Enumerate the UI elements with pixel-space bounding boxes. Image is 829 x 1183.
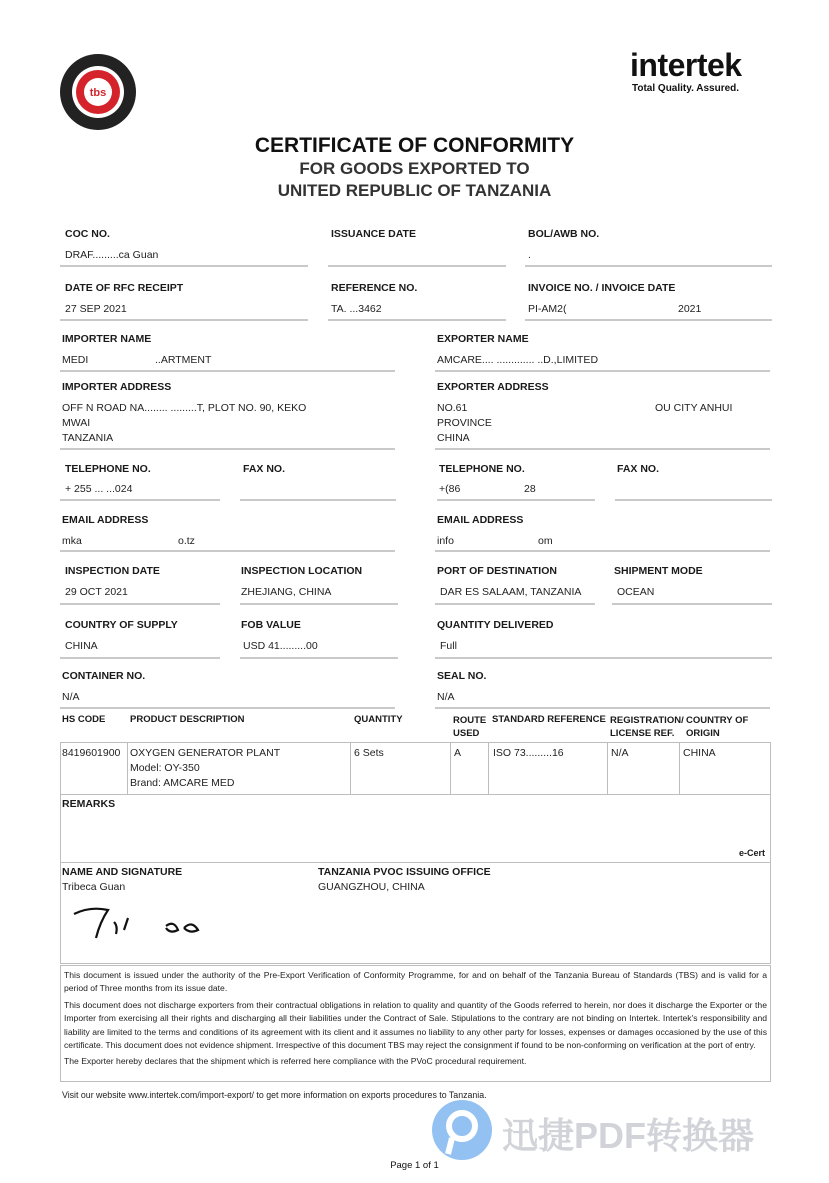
cell-hs: 8419601900 bbox=[62, 747, 121, 759]
exp-email-label: EMAIL ADDRESS bbox=[437, 514, 524, 526]
reference-value: TA. ...3462 bbox=[331, 303, 382, 315]
invoice-label: INVOICE NO. / INVOICE DATE bbox=[528, 282, 676, 294]
exp-email-value: info bbox=[437, 535, 454, 547]
th-qty: QUANTITY bbox=[354, 714, 403, 725]
exp-email-value-end: om bbox=[538, 535, 553, 547]
importer-name-value: MEDI bbox=[62, 354, 89, 366]
importer-address-line: OFF N ROAD NA........ .........T, PLOT NO. 90, KEKO bbox=[62, 402, 307, 414]
rfc-value: 27 SEP 2021 bbox=[65, 303, 127, 315]
port-label: PORT OF DESTINATION bbox=[437, 565, 557, 577]
th-reg: REGISTRATION/ LICENSE REF. bbox=[610, 715, 684, 739]
cell-desc: Model: OY-350 bbox=[130, 762, 200, 774]
cell-reg: N/A bbox=[611, 747, 629, 759]
exporter-name-label: EXPORTER NAME bbox=[437, 333, 529, 345]
th-standard: STANDARD REFERENCE bbox=[492, 714, 606, 725]
fob-value: USD 41.........00 bbox=[243, 640, 318, 652]
importer-name-label: IMPORTER NAME bbox=[62, 333, 152, 345]
exporter-address-label: EXPORTER ADDRESS bbox=[437, 381, 549, 393]
cell-desc: OXYGEN GENERATOR PLANT bbox=[130, 747, 281, 759]
imp-tel-value: + 255 ... ...024 bbox=[65, 483, 133, 495]
intertek-logo: intertek Total Quality. Assured. bbox=[630, 47, 742, 94]
website-note: Visit our website www.intertek.com/import-export/ to get more information on exports procedures to Tanzania. bbox=[62, 1090, 487, 1100]
country-supply-label: COUNTRY OF SUPPLY bbox=[65, 619, 178, 631]
inspection-location-label: INSPECTION LOCATION bbox=[241, 565, 363, 577]
invoice-date: 2021 bbox=[678, 303, 702, 315]
remarks-box bbox=[60, 794, 771, 863]
tbs-logo bbox=[58, 52, 138, 132]
coc-label: COC NO. bbox=[65, 228, 110, 240]
exp-tel-label: TELEPHONE NO. bbox=[439, 463, 525, 475]
signature-label: NAME AND SIGNATURE bbox=[62, 866, 183, 878]
inspection-date-label: INSPECTION DATE bbox=[65, 565, 160, 577]
exporter-name-value: AMCARE.... ............. ..D.,LIMITED bbox=[437, 354, 599, 366]
signatory-name: Tribeca Guan bbox=[62, 881, 126, 893]
disclaimer-box bbox=[60, 965, 771, 1082]
imp-email-value: mka bbox=[62, 535, 82, 547]
qty-delivered-value: Full bbox=[440, 640, 457, 652]
page-number: Page 1 of 1 bbox=[390, 1160, 439, 1171]
invoice-value: PI-AM2( bbox=[528, 303, 567, 315]
th-route: ROUTE USED bbox=[453, 715, 487, 739]
exp-tel-value: +(86 bbox=[439, 483, 461, 495]
bol-label: BOL/AWB NO. bbox=[528, 228, 600, 240]
importer-address-line: MWAI bbox=[62, 417, 91, 429]
cell-route: A bbox=[454, 747, 462, 759]
th-hs: HS CODE bbox=[62, 714, 106, 725]
disclaimer-paragraph: The Exporter hereby declares that the shipment which is referred here compliance with the PVoC procedural requirement. bbox=[64, 1056, 527, 1067]
fob-label: FOB VALUE bbox=[241, 619, 301, 631]
cell-qty: 6 Sets bbox=[354, 747, 384, 759]
exporter-address-line: NO.61 bbox=[437, 402, 468, 414]
th-origin: COUNTRY OF ORIGIN bbox=[686, 715, 749, 739]
cell-origin: CHINA bbox=[683, 747, 716, 759]
doc-subtitle-1: FOR GOODS EXPORTED TO bbox=[299, 159, 530, 178]
port-value: DAR ES SALAAM, TANZANIA bbox=[440, 586, 582, 598]
coc-value: DRAF.........ca Guan bbox=[65, 249, 159, 261]
doc-title: CERTIFICATE OF CONFORMITY bbox=[254, 134, 575, 157]
handwritten-signature bbox=[70, 900, 220, 950]
watermark-text: 迅捷PDF转换器 bbox=[502, 1115, 755, 1156]
reference-label: REFERENCE NO. bbox=[331, 282, 418, 294]
container-value: N/A bbox=[62, 691, 80, 703]
exporter-address-line: CHINA bbox=[437, 432, 470, 444]
issuance-label: ISSUANCE DATE bbox=[331, 228, 416, 240]
doc-subtitle-2: UNITED REPUBLIC OF TANZANIA bbox=[277, 181, 552, 200]
imp-email-value-end: o.tz bbox=[178, 535, 195, 547]
cell-standard: ISO 73.........16 bbox=[493, 747, 564, 759]
disclaimer-paragraph: This document does not discharge exporters from their contractual obligations in relation to quality and quantity of the Goods referred to herein, nor does it discharge the Exporter or the Importer from exercising all their rights and discharging all their liabilities under the Contract of Sale. Stipulations to the contrary are not binding on Intertek. Intertek's responsibility and liability are limited to the terms and conditions of its agreement with its client and it assumes no liability to any other party for losses, expenses or damages occasioned by the use of this certificate. This document does not evidence shipment. Irrespective of this document TBS may reject the consignment if found to be non-conforming on verification at the port of entry. bbox=[64, 999, 767, 1051]
country-supply-value: CHINA bbox=[65, 640, 98, 652]
exporter-address-line-end: OU CITY ANHUI bbox=[655, 402, 733, 414]
importer-address-line: TANZANIA bbox=[62, 432, 114, 444]
importer-address-label: IMPORTER ADDRESS bbox=[62, 381, 172, 393]
inspection-date-value: 29 OCT 2021 bbox=[65, 586, 128, 598]
th-desc: PRODUCT DESCRIPTION bbox=[130, 714, 245, 725]
qty-delivered-label: QUANTITY DELIVERED bbox=[437, 619, 554, 631]
shipment-mode-label: SHIPMENT MODE bbox=[614, 565, 703, 577]
imp-email-label: EMAIL ADDRESS bbox=[62, 514, 149, 526]
exp-tel-value-end: 28 bbox=[524, 483, 536, 495]
remarks-label: REMARKS bbox=[62, 798, 116, 810]
rfc-label: DATE OF RFC RECEIPT bbox=[65, 282, 184, 294]
imp-tel-label: TELEPHONE NO. bbox=[65, 463, 151, 475]
container-label: CONTAINER NO. bbox=[62, 670, 146, 682]
watermark-logo-icon bbox=[430, 1098, 494, 1167]
office-label: TANZANIA PVOC ISSUING OFFICE bbox=[318, 866, 491, 878]
disclaimer-paragraph: This document is issued under the authority of the Pre-Export Verification of Conformity Programme, for and on behalf of the Tanzania Bureau of Standards (TBS) and is valid for a period of Three months from its issue date. bbox=[64, 970, 767, 994]
seal-label: SEAL NO. bbox=[437, 670, 487, 682]
exporter-address-line: PROVINCE bbox=[437, 417, 492, 429]
office-value: GUANGZHOU, CHINA bbox=[318, 881, 425, 893]
imp-fax-label: FAX NO. bbox=[243, 463, 286, 475]
svg-text:tbs: tbs bbox=[89, 87, 107, 99]
exp-fax-label: FAX NO. bbox=[617, 463, 660, 475]
cell-desc: Brand: AMCARE MED bbox=[130, 777, 235, 789]
bol-value: . bbox=[528, 249, 531, 261]
inspection-location-value: ZHEJIANG, CHINA bbox=[241, 586, 332, 598]
importer-name-value-end: ..ARTMENT bbox=[155, 354, 212, 366]
seal-value: N/A bbox=[437, 691, 455, 703]
shipment-mode-value: OCEAN bbox=[617, 586, 655, 598]
ecert-label: e-Cert bbox=[739, 848, 766, 858]
